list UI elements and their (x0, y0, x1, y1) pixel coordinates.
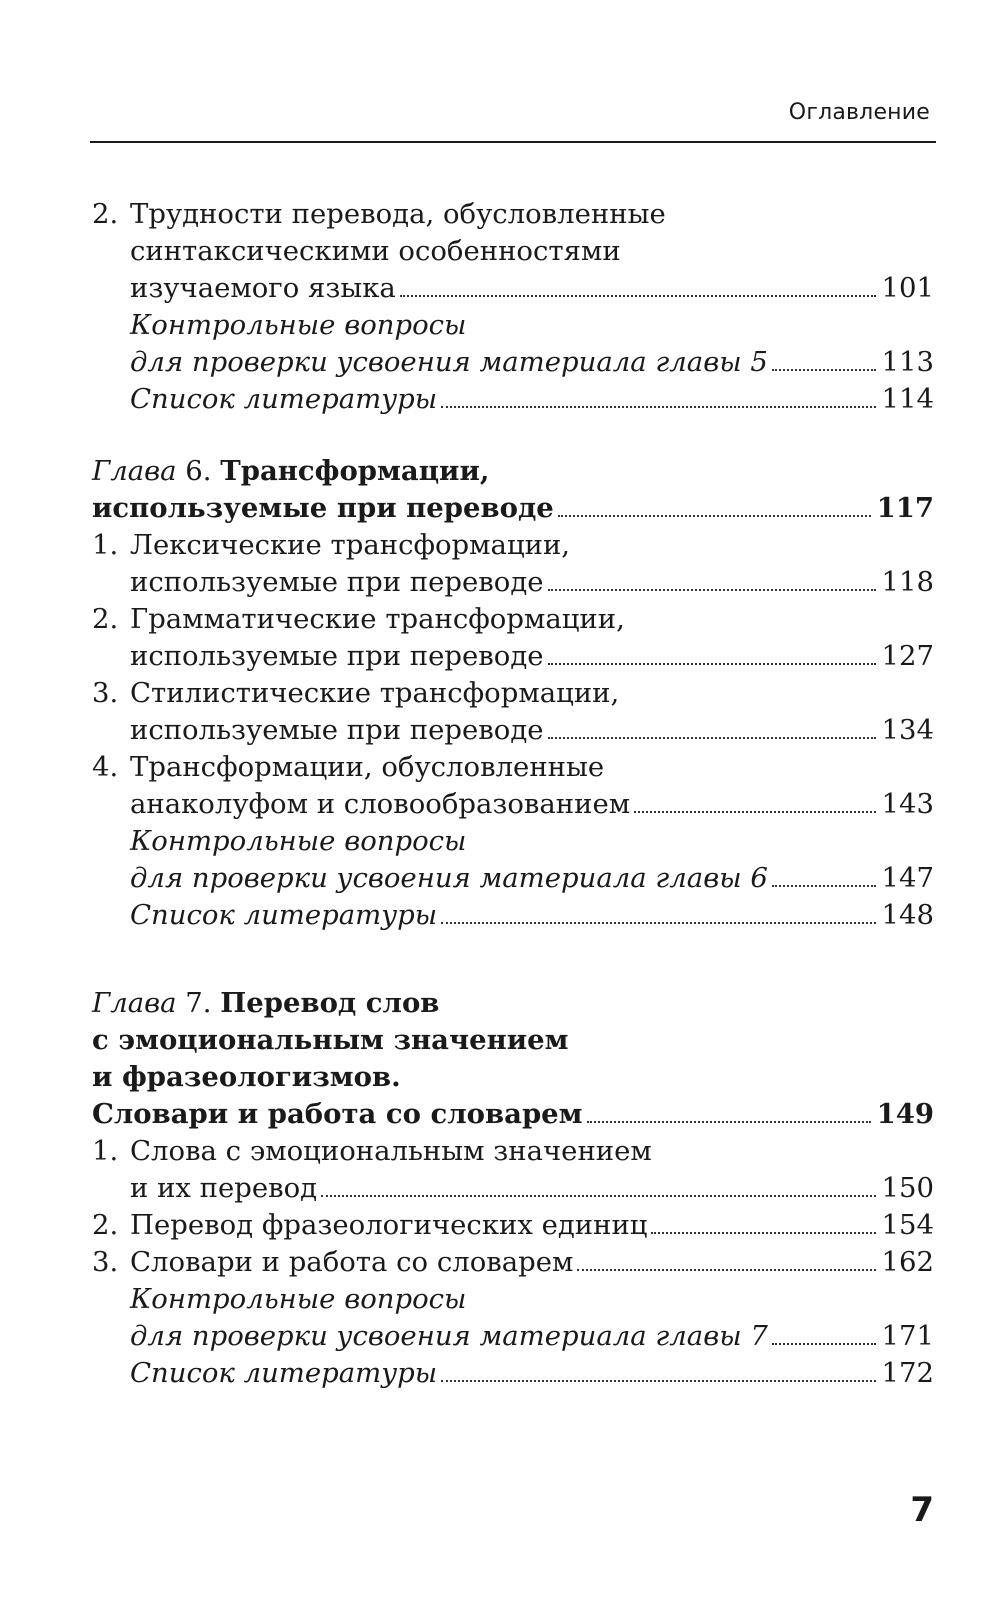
leader-dots (548, 589, 876, 591)
toc-page-number: 154 (881, 1209, 934, 1241)
toc-entry-6-1-line2 (92, 564, 934, 601)
chapter-heading-7-line2 (92, 1022, 934, 1059)
chapter-title: Перевод слов (220, 987, 440, 1019)
toc-entry-literature-7[interactable] (92, 1355, 934, 1392)
page-number: 7 (910, 1490, 934, 1530)
toc-entry-questions-5[interactable] (92, 307, 934, 344)
toc-entry-number: 2. (92, 603, 119, 635)
toc-entry-6-3-line2 (92, 712, 934, 749)
toc-entry-text: Контрольные вопросы (130, 309, 467, 341)
leader-dots (441, 1380, 875, 1382)
toc-section-chapter7 (92, 985, 934, 1392)
toc-page-number: 143 (881, 788, 934, 820)
toc-entry-text: Контрольные вопросы (130, 825, 467, 857)
leader-dots (441, 406, 875, 408)
running-header: Оглавление (788, 100, 930, 125)
chapter-label: Глава (92, 455, 177, 487)
toc-entry-6-2[interactable] (92, 601, 934, 638)
toc-page-number: 149 (876, 1098, 934, 1130)
toc-entry-5-2-line2 (92, 233, 934, 270)
toc-entry-number: 3. (92, 1246, 119, 1278)
toc-page-number: 148 (881, 899, 934, 931)
toc-page-number: 172 (881, 1357, 934, 1389)
chapter-title: Трансформации, (220, 455, 490, 487)
toc-entry-text: Контрольные вопросы (130, 1283, 467, 1315)
toc-entry-6-2-line2 (92, 638, 934, 675)
toc-entry-7-3[interactable] (92, 1244, 934, 1281)
leader-dots (548, 737, 876, 739)
chapter-title: с эмоциональным значением (92, 1024, 569, 1056)
toc-entry-text: для проверки усвоения материала главы 7 (130, 1320, 768, 1352)
toc-entry-6-4-line2 (92, 786, 934, 823)
toc-entry-number: 1. (92, 1135, 119, 1167)
toc-entry-text: используемые при переводе (130, 640, 544, 672)
toc-page-number: 118 (881, 566, 934, 598)
chapter-title: и фразеологизмов. (92, 1061, 401, 1093)
toc-entry-5-2-line3 (92, 270, 934, 307)
toc-page-number: 150 (881, 1172, 934, 1204)
chapter-title: Словари и работа со словарем (92, 1098, 583, 1130)
toc-entry-6-3[interactable] (92, 675, 934, 712)
toc-entry-5-2[interactable] (92, 196, 934, 233)
chapter-title: используемые при переводе (92, 492, 554, 524)
toc-page-number: 127 (881, 640, 934, 672)
chapter-number: 7. (185, 987, 212, 1019)
toc-entry-number: 4. (92, 751, 119, 783)
toc-section-chapter6 (92, 453, 934, 934)
leader-dots (651, 1232, 875, 1234)
toc-entry-questions-7[interactable] (92, 1281, 934, 1318)
toc-entry-text: и их перевод (130, 1172, 318, 1204)
toc-entry-number: 2. (92, 198, 119, 230)
toc-entry-text: используемые при переводе (130, 714, 544, 746)
chapter-heading-6[interactable] (92, 453, 934, 490)
toc-entry-text: Трансформации, обусловленные (130, 751, 605, 783)
toc-entry-text: синтаксическими особенностями (130, 235, 621, 267)
leader-dots (548, 663, 876, 665)
chapter-heading-6-line2 (92, 490, 934, 527)
toc-entry-number: 2. (92, 1209, 119, 1241)
header-rule (90, 141, 936, 143)
toc-page-number: 113 (881, 346, 934, 378)
toc-entry-6-1[interactable] (92, 527, 934, 564)
toc-entry-text: Список литературы (130, 1357, 438, 1389)
toc-page-number: 147 (881, 862, 934, 894)
toc-page-number: 171 (881, 1320, 934, 1352)
toc-entry-text: Грамматические трансформации, (130, 603, 625, 635)
leader-dots (634, 811, 875, 813)
chapter-label: Глава (92, 987, 177, 1019)
chapter-heading-7-line4 (92, 1096, 934, 1133)
toc-entry-7-1[interactable] (92, 1133, 934, 1170)
leader-dots (772, 885, 876, 887)
toc-entry-text: Стилистические трансформации, (130, 677, 620, 709)
toc-entry-text: Перевод фразеологических единиц (130, 1209, 648, 1241)
toc-entry-text: Словари и работа со словарем (130, 1246, 574, 1278)
toc-entry-text: Лексические трансформации, (130, 529, 571, 561)
toc-entry-number: 1. (92, 529, 119, 561)
chapter-number: 6. (185, 455, 212, 487)
toc-page-number: 134 (881, 714, 934, 746)
toc-entry-text: анаколуфом и словообразованием (130, 788, 631, 820)
leader-dots (772, 1343, 876, 1345)
toc-page-number: 117 (876, 492, 934, 524)
toc-entry-number: 3. (92, 677, 119, 709)
toc-entry-text: Слова с эмоциональным значением (130, 1135, 652, 1167)
toc-entry-literature-6[interactable] (92, 897, 934, 934)
leader-dots (587, 1121, 871, 1123)
toc-entry-text: используемые при переводе (130, 566, 544, 598)
toc-section-chapter5-continued (92, 196, 934, 418)
chapter-heading-7[interactable] (92, 985, 934, 1022)
toc-page-number: 101 (881, 272, 934, 304)
leader-dots (772, 369, 876, 371)
toc-entry-questions-5-line2 (92, 344, 934, 381)
leader-dots (558, 515, 871, 517)
toc-entry-6-4[interactable] (92, 749, 934, 786)
toc-entry-questions-6-line2 (92, 860, 934, 897)
toc-entry-text: изучаемого языка (130, 272, 396, 304)
toc-entry-text: Список литературы (130, 899, 438, 931)
toc-entry-7-1-line2 (92, 1170, 934, 1207)
leader-dots (577, 1269, 875, 1271)
toc-entry-text: для проверки усвоения материала главы 5 (130, 346, 768, 378)
toc-entry-literature-5[interactable] (92, 381, 934, 418)
toc-entry-questions-6[interactable] (92, 823, 934, 860)
toc-page-number: 162 (881, 1246, 934, 1278)
leader-dots (321, 1195, 875, 1197)
toc-entry-text: Трудности перевода, обусловленные (130, 198, 666, 230)
toc-entry-7-2[interactable] (92, 1207, 934, 1244)
toc-entry-questions-7-line2 (92, 1318, 934, 1355)
toc-page-number: 114 (881, 383, 934, 415)
toc-entry-text: Список литературы (130, 383, 438, 415)
leader-dots (441, 922, 875, 924)
leader-dots (400, 295, 876, 297)
chapter-heading-7-line3 (92, 1059, 934, 1096)
toc-entry-text: для проверки усвоения материала главы 6 (130, 862, 768, 894)
